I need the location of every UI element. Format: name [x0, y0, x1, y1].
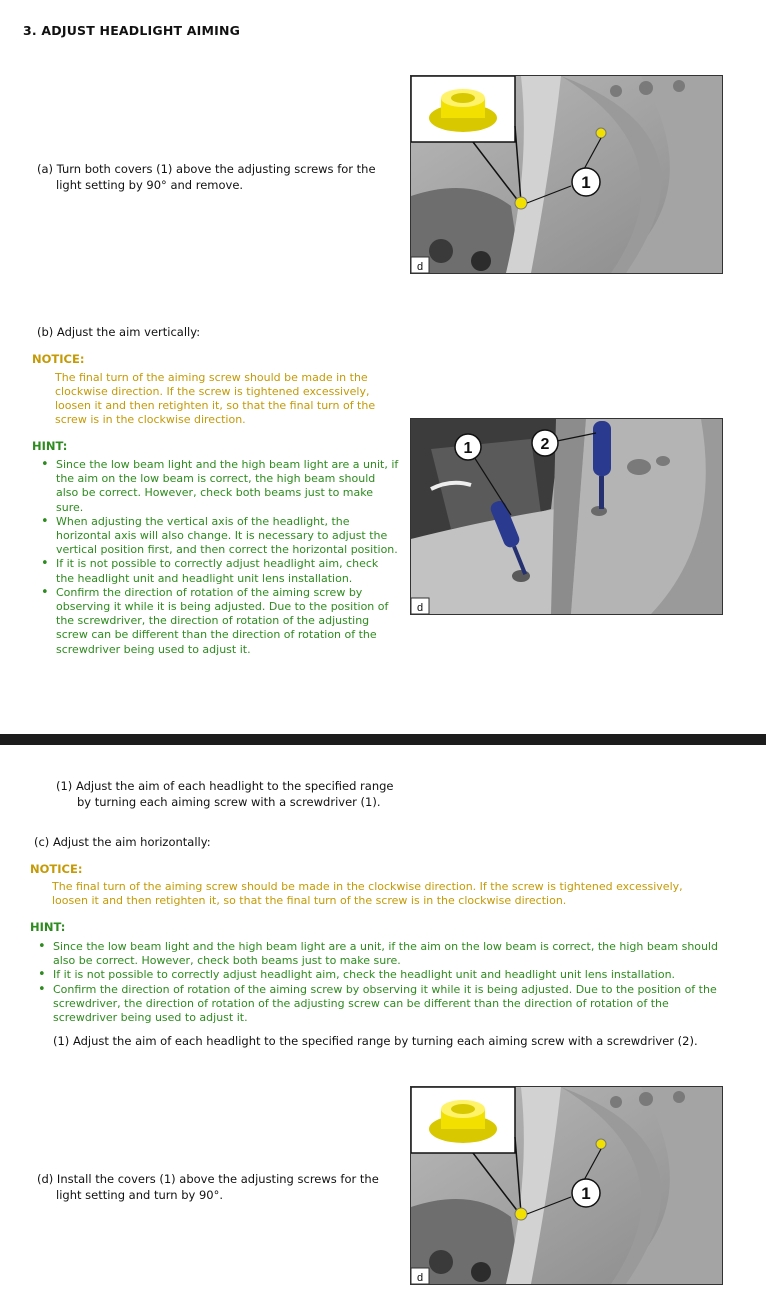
hint-b-item: • When adjusting the vertical axis of the headlight, the horizontal axis will also change. It is necessary to adjust the vertical position first, and then correct the horizontal position.	[39, 515, 399, 558]
step-c1: (1) Adjust the aim of each headlight to the specified range by turning each aiming screw with a screwdriver (2).	[53, 1034, 698, 1048]
page-divider	[0, 734, 766, 745]
fig2-callout-1: 1	[463, 440, 473, 457]
hint-c-list	[36, 940, 726, 1025]
fig1-callout: 1	[581, 173, 591, 192]
hint-b-list	[39, 458, 399, 657]
fig2-corner-label: d	[416, 602, 424, 614]
notice-c-line1: The final turn of the aiming screw should be made in the clockwise direction. If the screw is tightened excessively,	[52, 880, 683, 893]
notice-b-line2: clockwise direction. If the screw is tightened excessively,	[55, 385, 370, 398]
fig3-callout: 1	[581, 1184, 591, 1203]
figure-cover-install	[410, 1086, 723, 1285]
notice-b-heading: NOTICE:	[32, 352, 85, 366]
hint-c-item: • If it is not possible to correctly adjust headlight aim, check the headlight unit and headlight unit lens installation.	[36, 968, 726, 982]
step-a-line2: light setting by 90° and remove.	[56, 178, 244, 192]
step-a	[37, 161, 397, 193]
fig1-corner-label: d	[416, 261, 424, 273]
step-d	[37, 1171, 397, 1203]
notice-c-line2: loosen it and then retighten it, so that the final turn of the screw is in the clockwise direction.	[52, 894, 567, 907]
hint-c-item: • Confirm the direction of rotation of the aiming screw by observing it while it is being adjusted. Due to the position of the screwdriver, the direction of rotation of the adjusting screw can be different than the direction of rotation of the screwdriver being used to adjust it.	[36, 983, 726, 1026]
hint-b-item: • Confirm the direction of rotation of the aiming screw by observing it while it is being adjusted. Due to the position of the screwdriver, the direction of rotation of the adjusting screw can be different than the direction of rotation of the screwdriver being used to adjust it.	[39, 586, 399, 657]
page-title: 3. ADJUST HEADLIGHT AIMING	[23, 23, 241, 38]
step-d-line1: (d) Install the covers (1) above the adjusting screws for the	[37, 1172, 379, 1186]
hint-b-item: • If it is not possible to correctly adjust headlight aim, check the headlight unit and headlight unit lens installation.	[39, 557, 399, 585]
fig2-callout-2: 2	[540, 436, 550, 453]
figure-vertical-adjust	[410, 418, 723, 615]
hint-b-item: • Since the low beam light and the high beam light are a unit, if the aim on the low beam is correct, the high beam should also be correct. However, check both beams just to make sure.	[39, 458, 399, 515]
notice-b-text	[55, 371, 405, 427]
notice-b-line3: loosen it and then retighten it, so that the final turn of the	[55, 399, 376, 412]
step-b1	[56, 778, 416, 810]
step-b1-line2: by turning each aiming screw with a screwdriver (1).	[77, 795, 381, 809]
notice-c-heading: NOTICE:	[30, 862, 83, 876]
hint-b-heading: HINT:	[32, 439, 68, 453]
step-b: (b) Adjust the aim vertically:	[37, 325, 201, 339]
step-d-line2: light setting and turn by 90°.	[56, 1188, 224, 1202]
fig3-corner-label: d	[416, 1272, 424, 1284]
step-c: (c) Adjust the aim horizontally:	[34, 835, 211, 849]
notice-b-line1: The final turn of the aiming screw should be made in the	[55, 371, 368, 384]
hint-c-item: • Since the low beam light and the high beam light are a unit, if the aim on the low beam is correct, the high beam should also be correct. However, check both beams just to make sure.	[36, 940, 726, 968]
notice-c-text	[52, 880, 752, 908]
step-b1-line1: (1) Adjust the aim of each headlight to the specified range	[56, 779, 394, 793]
hint-c-heading: HINT:	[30, 920, 66, 934]
step-a-line1: (a) Turn both covers (1) above the adjusting screws for the	[37, 162, 376, 176]
notice-b-line4: screw is in the clockwise direction.	[55, 413, 246, 426]
figure-cover-removal	[410, 75, 723, 274]
